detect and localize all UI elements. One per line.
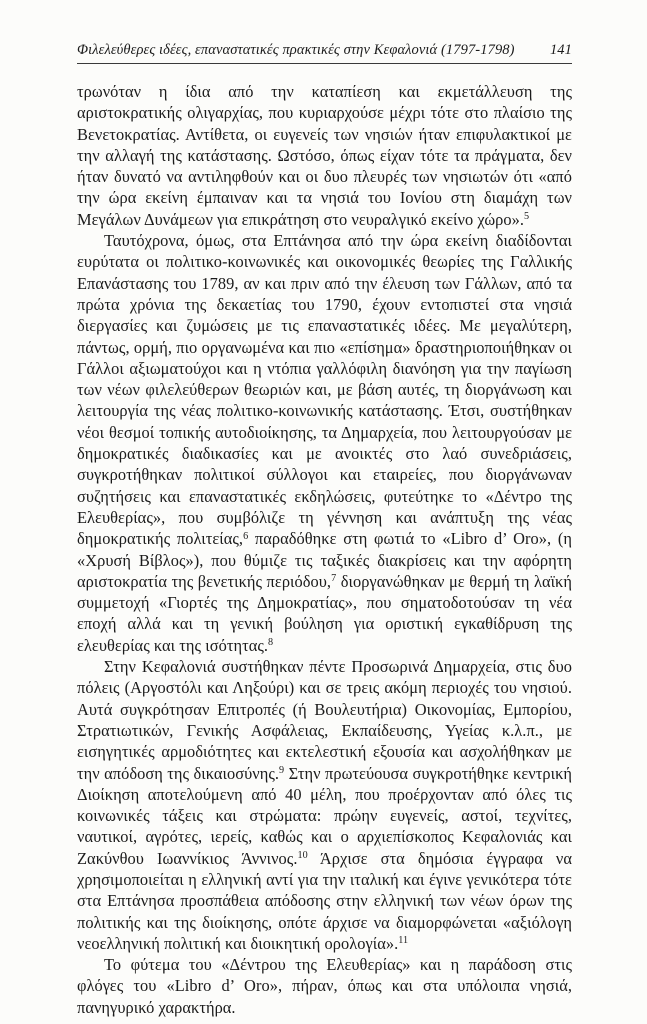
running-head-title: Φιλελεύθερες ιδέες, επαναστατικές πρακτικές στην Κεφαλονιά (1797-1798) (77, 42, 515, 58)
page-number: 141 (549, 42, 572, 58)
paragraph: Στην Κεφαλονιά συστήθηκαν πέντε Προσωρινά Δημαρχεία, στις δυο πόλεις (Αργοστόλι και Ληξούρι) και σε τρεις ακόμη περιοχές του νησιού. Αυτά συγκρότησαν Επιτροπές (ή Βουλευτήρια) Οικονομίας, Εμπορίου, Στρατιωτικών, Γενικής Ασφάλειας, Εκπαίδευσης, Υγείας κ.λ.π., με εισηγητικές αρμοδιότητες και εκτελεστική εξουσία και ασχολήθηκαν με την απόδοση της δικαιοσύνης.$^9$ Στην πρωτεύουσα συγκροτήθηκε κεντρική Διοίκηση αποτελούμενη από 40 μέλη, που προέρχονταν από όλες τις κοινωνικές τάξεις και στρώματα: πρώην ευγενείς, αστοί, τεχνίτες, ναυτικοί, αγρότες, ιερείς, καθώς και ο αρχιεπίσκοπος Κεφαλονιάς και Ζακύνθου Ιωαννίκιος Άννινος.$^{10}$ Άρχισε στα δημόσια έγγραφα να χρησιμοποιείται η ελληνική αντί για την ιταλική και έγινε γενικότερα τότε στα Επτάνησα προσπάθεια απόδοσης στην ελληνική των νέων όρων της πολιτικής και της διοίκησης, οπότε άρχισε να διαμορφώνεται «αξιόλογη νεοελληνική πολιτική και διοικητική ορολογία».$^{11}$ (77, 657, 572, 953)
paragraph: τρωνόταν η ίδια από την καταπίεση και εκμετάλλευση της αριστοκρατικής ολιγαρχίας, που κυριαρχούσε μέχρι τότε στο πλαίσιο της Βενετοκρατίας. Αντίθετα, οι ευγενείς των νησιών ήταν επιφυλακτικοί με την αλλαγή της κατάστασης. Ωστόσο, όπως είχαν τότε τα πράγματα, δεν ήταν δυνατό να αντιληφθούν και οι δυο πλευρές των νησιωτών ότι «από την ώρα εκείνη έμπαιναν και τα νησιά του Ιονίου στη διαμάχη των Μεγάλων Δυνάμεων για επικράτηση στο νευραλγικό εκείνο χώρο».$^5$ (77, 82, 572, 229)
paragraph: Το φύτεμα του «Δέντρου της Ελευθερίας» και η παράδοση στις φλόγες του «Libro d’ Oro», πήραν, όπως και στα υπόλοιπα νησιά, πανηγυρικό χαρακτήρα. (77, 955, 572, 1017)
footnote-ref: 10 (297, 850, 308, 862)
footnote-ref: 6 (243, 530, 249, 542)
footnote-ref: 8 (268, 637, 274, 649)
footnote-ref: 5 (524, 211, 530, 223)
footnote-ref: 9 (279, 764, 285, 776)
body-text (77, 81, 572, 1018)
paragraph: Ταυτόχρονα, όμως, στα Επτάνησα από την ώρα εκείνη διαδίδονται ευρύτατα οι πολιτικο-κοινωνικές και οικονομικές θεωρίες της Γαλλικής Επανάστασης του 1789, αν και πριν από την έλευση των Γάλλων, από τα πρώτα χρόνια της δεκαετίας του 1790, έχουν εντοπιστεί στα νησιά διεργασίες και ζυμώσεις με τις επαναστατικές ιδέες. Με μεγαλύτερη, πάντως, ορμή, πιο οργανωμένα και πιο «επίσημα» δραστηριοποιήθηκαν οι Γάλλοι αξιωματούχοι και η ντόπια γαλλόφιλη διανόηση για την παγίωση των νέων φιλελεύθερων θεωριών και, με βάση αυτές, τη διοργάνωση και λειτουργία της νέας πολιτικο-κοινωνικής κατάστασης. Έτσι, συστήθηκαν νέοι θεσμοί τοπικής αυτοδιοίκησης, τα Δημαρχεία, που λειτουργούσαν με δημοκρατικές διαδικασίες και με ανοικτές στο λαό συνεδριάσεις, συγκροτήθηκαν πολιτικοί σύλλογοι και εταιρείες, που διοργάνωναν συζητήσεις και επαναστατικές εκδηλώσεις, φυτεύτηκε το «Δέντρο της Ελευθερίας», που συμβόλιζε τη γέννηση και ανάπτυξη της νέας δημοκρατικής πολιτείας,$^6$ παραδόθηκε στη φωτιά το «Libro d’ Oro», (η «Χρυσή Βίβλος»), που θύμιζε τις ταξικές διακρίσεις και την αφόρητη αριστοκρατία της βενετικής περιόδου,$^7$ διοργανώθηκαν με θερμή τη λαϊκή συμμετοχή «Γιορτές της Δημοκρατίας», που σηματοδοτούσαν τη νέα εποχή αλλά και τη γενική βούληση για οριστική εγκαθίδρυση της ελευθερίας και της ισότητας.$^8$ (77, 231, 572, 655)
footnote-ref: 7 (331, 573, 337, 585)
footnote-ref: 11 (398, 935, 409, 947)
page-header (77, 42, 572, 64)
